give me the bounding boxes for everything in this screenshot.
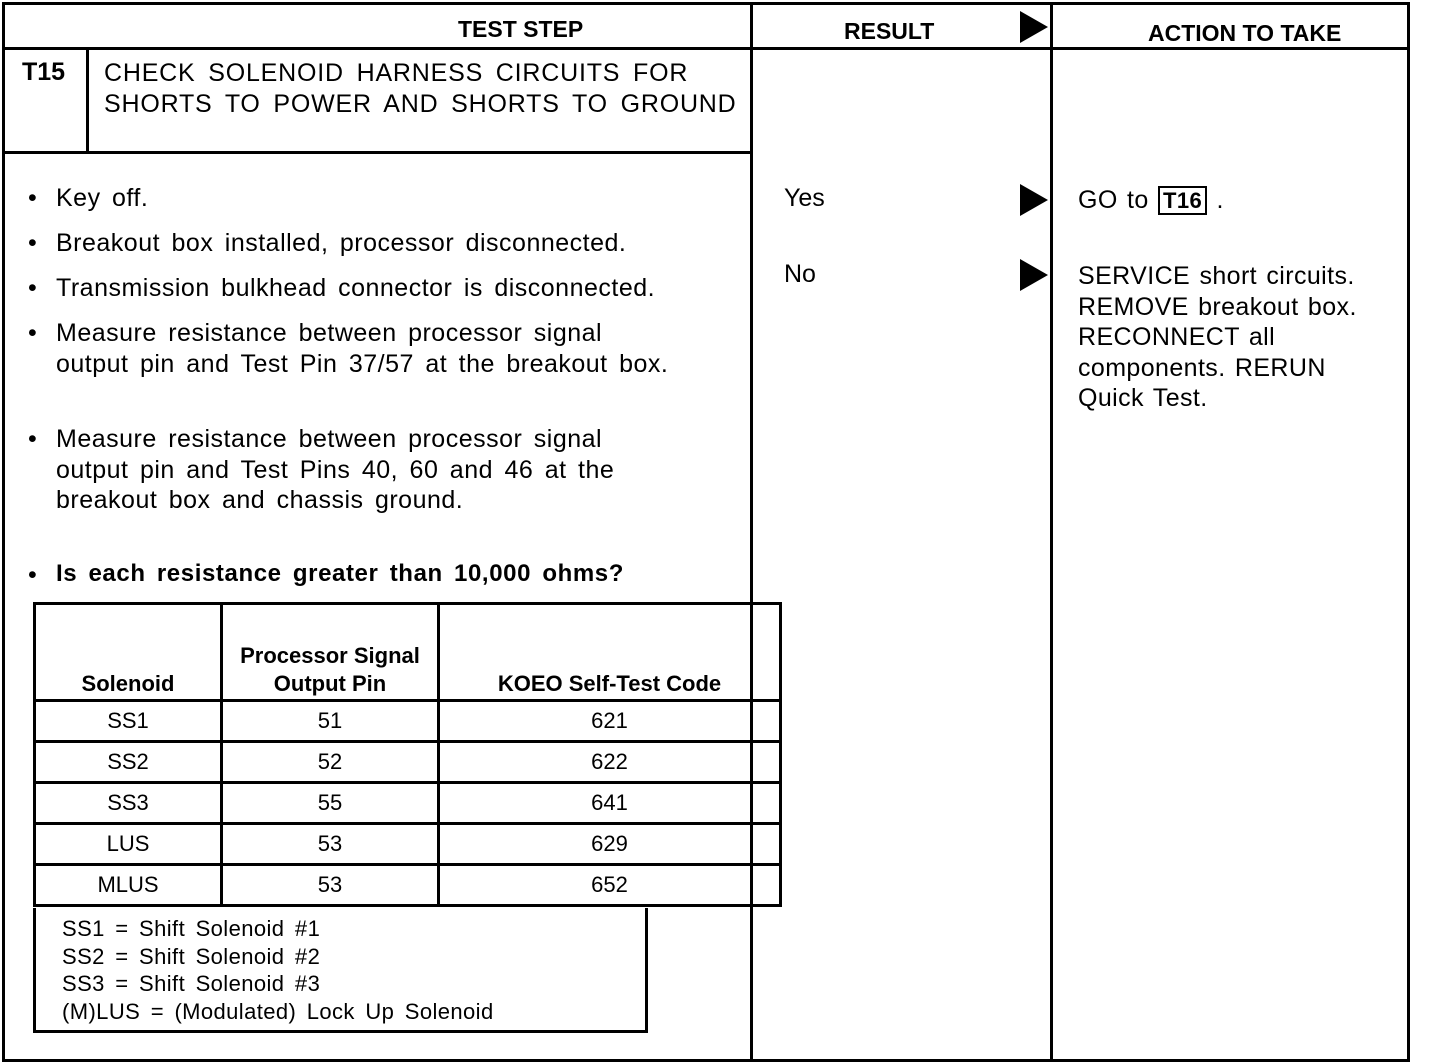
instruction-item: Measure resistance between processor signal output pin and Test Pins 40, 60 and 46 at the breakout box and chassis ground. [56,425,615,514]
table-header-solenoid: Solenoid [35,604,222,701]
table-row [35,783,781,824]
legend-item: (M)LUS = (Modulated) Lock Up Solenoid [62,999,494,1024]
frame-bottom [2,1059,1410,1062]
frame-left [2,2,5,1062]
solenoid-cell: LUS [35,824,222,865]
frame-right [1407,2,1410,1062]
bullet-icon: • [28,561,37,589]
pin-cell: 55 [222,783,439,824]
solenoid-cell: MLUS [35,865,222,906]
legend-item: SS3 = Shift Solenoid #3 [62,971,321,996]
action-yes-suffix: . [1216,186,1224,214]
header-test-step: TEST STEP [458,16,584,42]
header-underline [2,47,1410,50]
instruction-item: Transmission bulkhead connector is disconnected. [56,274,656,302]
step-reference-t16[interactable]: T16 [1158,186,1207,215]
instruction-item: Key off. [56,184,149,212]
action-yes-prefix: GO to [1078,186,1149,214]
question-text: Is each resistance greater than 10,000 ohms? [56,560,624,587]
table-row [35,865,781,906]
code-cell: 622 [439,742,781,783]
result-yes: Yes [784,184,825,212]
instruction-item: Measure resistance between processor signal output pin and Test Pin 37/57 at the breakout box. [56,319,669,378]
header-action-to-take: ACTION TO TAKE [1148,20,1342,46]
result-no: No [784,260,816,288]
pin-cell: 51 [222,701,439,742]
column-divider-action [1050,2,1053,1062]
pin-cell: 53 [222,865,439,906]
result-yes-arrow-icon [1020,184,1048,216]
solenoid-cell: SS3 [35,783,222,824]
frame-top [2,2,1410,5]
table-legend [33,908,648,1033]
action-no: SERVICE short circuits. REMOVE breakout box. RECONNECT all components. RERUN Quick Test. [1078,262,1357,412]
pin-cell: 53 [222,824,439,865]
solenoid-table [33,602,782,907]
header-arrow-icon [1020,11,1048,43]
step-id: T15 [22,58,66,86]
table-header-output-pin: Processor Signal Output Pin [222,604,439,701]
action-yes [1078,185,1398,217]
legend-item: SS2 = Shift Solenoid #2 [62,944,321,969]
code-cell: 621 [439,701,781,742]
solenoid-cell: SS2 [35,742,222,783]
header-result: RESULT [844,18,935,44]
bullet-icon: • [28,319,37,347]
code-cell: 641 [439,783,781,824]
code-cell: 629 [439,824,781,865]
code-cell: 652 [439,865,781,906]
instruction-item: Breakout box installed, processor disconnected. [56,229,627,257]
result-no-arrow-icon [1020,259,1048,291]
bullet-icon: • [28,229,37,257]
table-row [35,824,781,865]
bullet-icon: • [28,274,37,302]
solenoid-cell: SS1 [35,701,222,742]
step-id-divider [86,47,89,153]
table-row [35,742,781,783]
bullet-icon: • [28,184,37,212]
table-row [35,701,781,742]
pin-cell: 52 [222,742,439,783]
step-title-underline [2,151,753,154]
legend-item: SS1 = Shift Solenoid #1 [62,916,321,941]
step-title: CHECK SOLENOID HARNESS CIRCUITS FOR SHORTS TO POWER AND SHORTS TO GROUND [104,59,737,118]
table-header-self-test-code: KOEO Self-Test Code [439,604,781,701]
bullet-icon: • [28,425,37,453]
